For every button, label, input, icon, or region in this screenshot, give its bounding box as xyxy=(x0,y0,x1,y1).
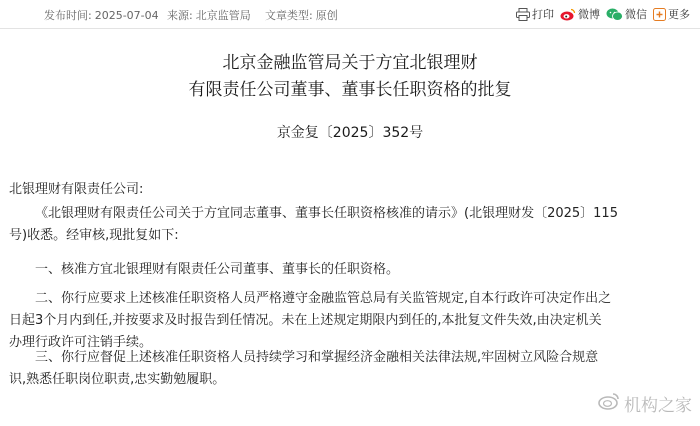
more-icon xyxy=(653,8,666,21)
paragraph-item-2-line-2: 日起3个月内到任,并按要求及时报告到任情况。未在上述规定期限内到任的,本批复文件失效,由决定机关 xyxy=(9,313,602,328)
meta-bar xyxy=(0,0,700,29)
more-button[interactable] xyxy=(653,6,690,22)
article-type-value: 原创 xyxy=(315,9,338,22)
wechat-icon xyxy=(606,8,623,21)
print-button[interactable] xyxy=(516,6,554,22)
document-title-line-2: 有限责任公司董事、董事长任职资格的批复 xyxy=(188,80,512,100)
paragraph-item-3 xyxy=(9,347,697,391)
paragraph-item-2-line-3: 办理行政许可注销手续。 xyxy=(9,335,153,350)
paragraph-item-1 xyxy=(9,259,697,281)
source xyxy=(167,7,251,23)
addressee: 北银理财有限责任公司: xyxy=(9,182,144,197)
wechat-share-button[interactable] xyxy=(606,6,647,22)
paragraph-request xyxy=(9,203,697,247)
publish-time-value: 2025-07-04 xyxy=(94,9,159,22)
paragraph-item-1-line-1: 一、核准方宜北银理财有限责任公司董事、董事长的任职资格。 xyxy=(35,262,400,277)
print-label: 打印 xyxy=(532,8,554,21)
source-value: 北京监管局 xyxy=(195,9,251,22)
weibo-icon xyxy=(560,8,576,21)
paragraph-request-line-2: 号)收悉。经审核,现批复如下: xyxy=(9,228,179,243)
document-number: 京金复〔2025〕352号 xyxy=(276,125,424,141)
paragraph-item-3-line-2: 识,熟悉任职岗位职责,忠实勤勉履职。 xyxy=(9,372,226,387)
source-label: 来源: xyxy=(167,9,193,22)
printer-icon xyxy=(516,8,530,21)
share-actions xyxy=(516,4,690,24)
weibo-label: 微博 xyxy=(578,8,600,21)
watermark xyxy=(598,391,692,416)
paragraph-request-line-1: 《北银理财有限责任公司关于方宜同志董事、董事长任职资格核准的请示》(北银理财发〔2025〕115 xyxy=(35,206,618,221)
weibo-share-button[interactable] xyxy=(560,6,600,22)
publish-time xyxy=(44,7,159,23)
paragraph-item-3-line-1: 三、你行应督促上述核准任职资格人员持续学习和掌握经济金融相关法律法规,牢固树立风险合规意 xyxy=(35,350,599,365)
watermark-text: 机构之家 xyxy=(624,396,692,416)
paragraph-item-2-line-1: 二、你行应要求上述核准任职资格人员严格遵守金融监管总局有关监管规定,自本行政许可决定作出之 xyxy=(35,291,612,306)
publish-time-label: 发布时间: xyxy=(44,9,92,22)
more-label: 更多 xyxy=(668,8,690,21)
weibo-icon xyxy=(598,392,620,415)
wechat-label: 微信 xyxy=(625,8,647,21)
article-type xyxy=(265,7,338,23)
article-type-label: 文章类型: xyxy=(265,9,313,22)
document-title-line-1: 北京金融监管局关于方宜北银理财 xyxy=(222,53,478,73)
paragraph-item-2 xyxy=(9,288,697,354)
